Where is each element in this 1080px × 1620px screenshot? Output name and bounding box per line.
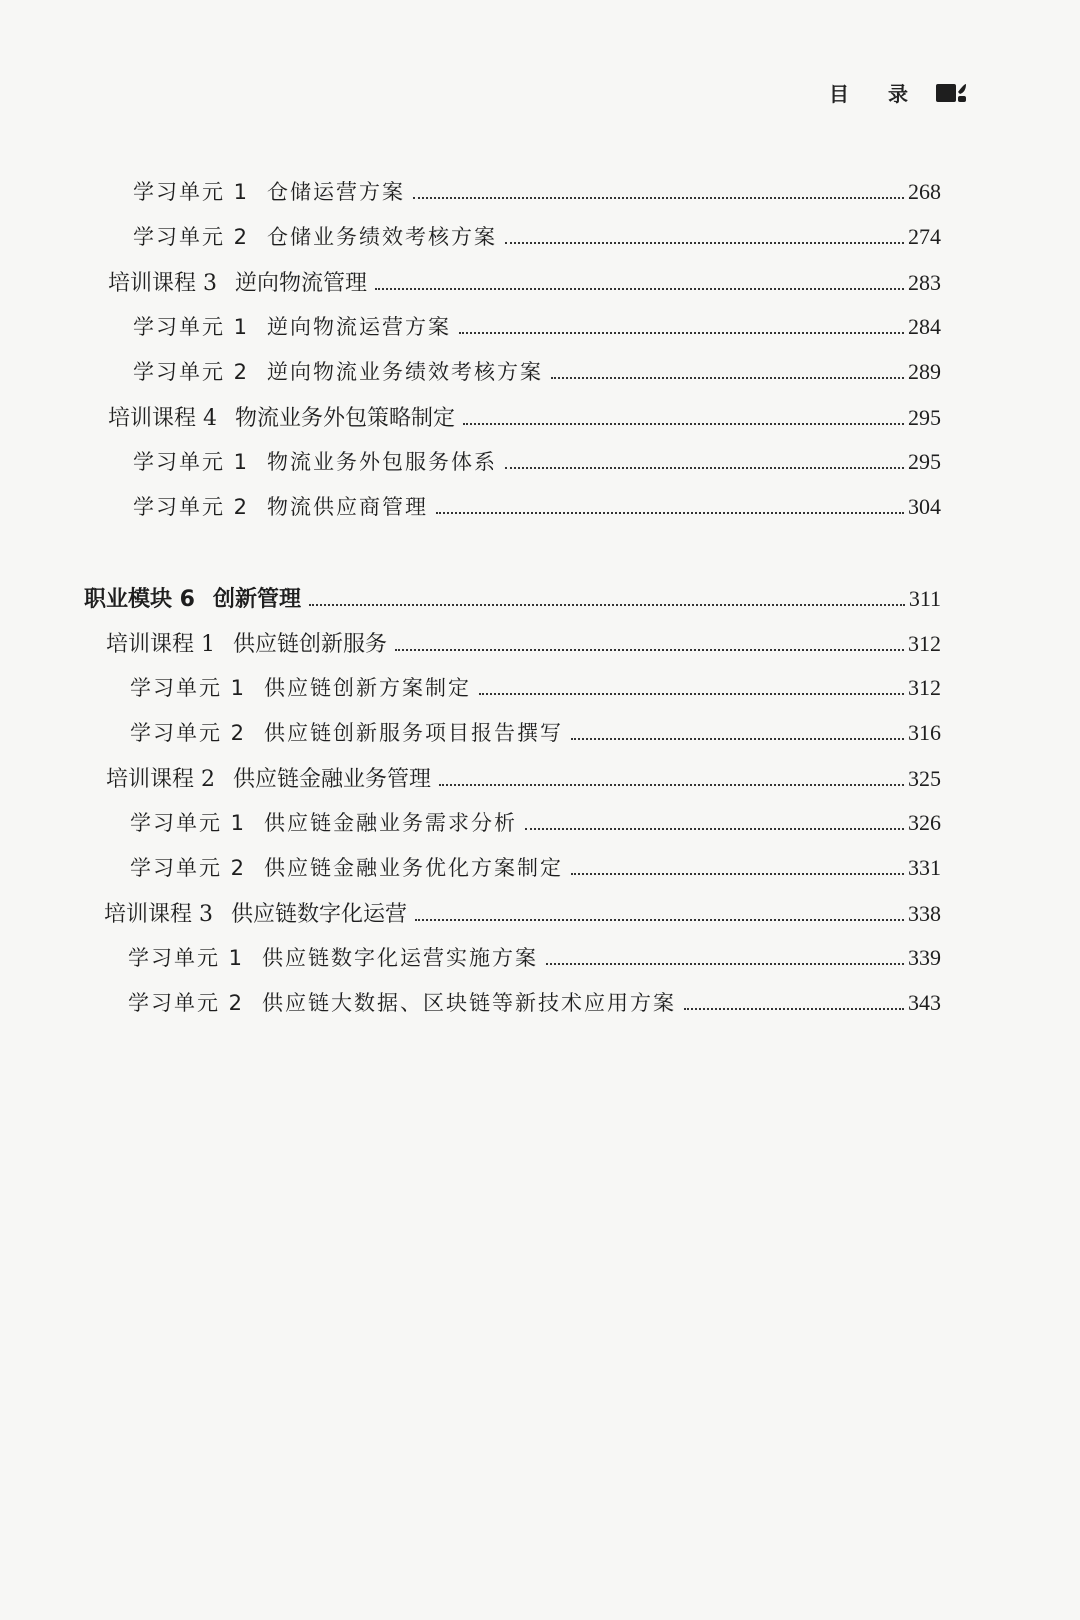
toc-title: 供应链数字化运营实施方案	[262, 946, 539, 970]
toc-entry[interactable]	[84, 582, 941, 613]
toc-entry[interactable]	[130, 852, 941, 882]
toc-page-number: 343	[908, 990, 941, 1015]
toc-label: 学习单元 1	[130, 676, 247, 700]
toc-page-number: 338	[908, 901, 941, 926]
toc-entry[interactable]	[133, 221, 941, 251]
toc-title: 供应链数字化运营	[231, 902, 408, 927]
toc-label: 学习单元 2	[133, 360, 250, 384]
toc-page-number: 304	[908, 494, 941, 519]
toc-label: 培训课程 3	[108, 271, 217, 296]
toc-page-number: 331	[908, 855, 941, 880]
dot-leader	[479, 693, 904, 695]
toc-entry[interactable]	[108, 266, 941, 297]
toc-title: 供应链金融业务需求分析	[264, 811, 518, 835]
dot-leader	[459, 332, 904, 334]
toc-entry[interactable]	[128, 942, 941, 972]
toc-entry[interactable]	[106, 762, 941, 793]
toc-title: 逆向物流管理	[235, 271, 368, 296]
toc-page-number: 312	[908, 631, 941, 656]
toc-label: 学习单元 1	[133, 315, 250, 339]
dot-leader	[436, 512, 904, 514]
toc-page-number: 274	[908, 224, 941, 249]
toc-label: 学习单元 2	[133, 495, 250, 519]
toc-page-number: 295	[908, 449, 941, 474]
leaf-book-icon	[934, 82, 968, 104]
toc-page-number: 326	[908, 810, 941, 835]
toc-title: 逆向物流运营方案	[267, 315, 452, 339]
toc-title: 供应链大数据、区块链等新技术应用方案	[262, 991, 677, 1015]
toc-entry[interactable]	[128, 987, 941, 1017]
toc-entry[interactable]	[106, 627, 941, 658]
toc-label: 培训课程 2	[106, 767, 215, 792]
toc-title: 供应链创新服务	[233, 632, 388, 657]
toc-label: 职业模块 6	[84, 587, 195, 612]
toc-page-number: 289	[908, 359, 941, 384]
toc-entry[interactable]	[104, 897, 941, 928]
toc-label: 学习单元 2	[130, 856, 247, 880]
toc-title: 物流业务外包策略制定	[235, 406, 456, 431]
toc-entry[interactable]	[130, 672, 941, 702]
toc-title: 供应链创新服务项目报告撰写	[264, 721, 564, 745]
toc-label: 培训课程 1	[106, 632, 215, 657]
toc-entry[interactable]	[108, 401, 941, 432]
toc-title: 仓储业务绩效考核方案	[267, 225, 498, 249]
toc-label: 培训课程 3	[104, 902, 213, 927]
toc-entry[interactable]	[130, 807, 941, 837]
dot-leader	[525, 828, 904, 830]
toc-title: 仓储运营方案	[267, 180, 406, 204]
dot-leader	[415, 919, 904, 921]
toc-title: 供应链金融业务优化方案制定	[264, 856, 564, 880]
toc-page-number: 295	[908, 405, 941, 430]
dot-leader	[375, 288, 904, 290]
toc-title: 物流供应商管理	[267, 495, 429, 519]
toc-page-number: 339	[908, 945, 941, 970]
toc-label: 学习单元 1	[130, 811, 247, 835]
toc-page-number: 284	[908, 314, 941, 339]
page-header	[829, 78, 968, 107]
toc-page-number: 312	[908, 675, 941, 700]
dot-leader	[439, 784, 904, 786]
toc-title: 供应链创新方案制定	[264, 676, 472, 700]
dot-leader	[413, 197, 904, 199]
toc-label: 学习单元 1	[128, 946, 245, 970]
dot-leader	[551, 377, 904, 379]
toc-label: 学习单元 2	[133, 225, 250, 249]
toc-title: 创新管理	[212, 587, 301, 612]
toc-label: 学习单元 2	[128, 991, 245, 1015]
dot-leader	[309, 604, 905, 606]
toc-label: 学习单元 1	[133, 180, 250, 204]
dot-leader	[546, 963, 904, 965]
toc-entry[interactable]	[130, 717, 941, 747]
toc-label: 培训课程 4	[108, 406, 217, 431]
page-title: 目 录	[829, 82, 924, 106]
toc-entry[interactable]	[133, 446, 941, 476]
toc-entry[interactable]	[133, 311, 941, 341]
dot-leader	[571, 738, 904, 740]
dot-leader	[571, 873, 904, 875]
toc-page-number: 316	[908, 720, 941, 745]
toc-label: 学习单元 2	[130, 721, 247, 745]
toc-page-number: 268	[908, 179, 941, 204]
dot-leader	[684, 1008, 904, 1010]
toc-entry[interactable]	[133, 356, 941, 386]
toc-entry[interactable]	[133, 176, 941, 206]
toc-label: 学习单元 1	[133, 450, 250, 474]
dot-leader	[505, 467, 904, 469]
toc-page-number: 283	[908, 270, 941, 295]
dot-leader	[505, 242, 904, 244]
toc-page-number: 325	[908, 766, 941, 791]
toc-title: 物流业务外包服务体系	[267, 450, 498, 474]
toc-title: 逆向物流业务绩效考核方案	[267, 360, 544, 384]
dot-leader	[463, 423, 904, 425]
dot-leader	[395, 649, 904, 651]
toc-entry[interactable]	[133, 491, 941, 521]
toc-page-number: 311	[908, 586, 941, 611]
toc-title: 供应链金融业务管理	[233, 767, 432, 792]
